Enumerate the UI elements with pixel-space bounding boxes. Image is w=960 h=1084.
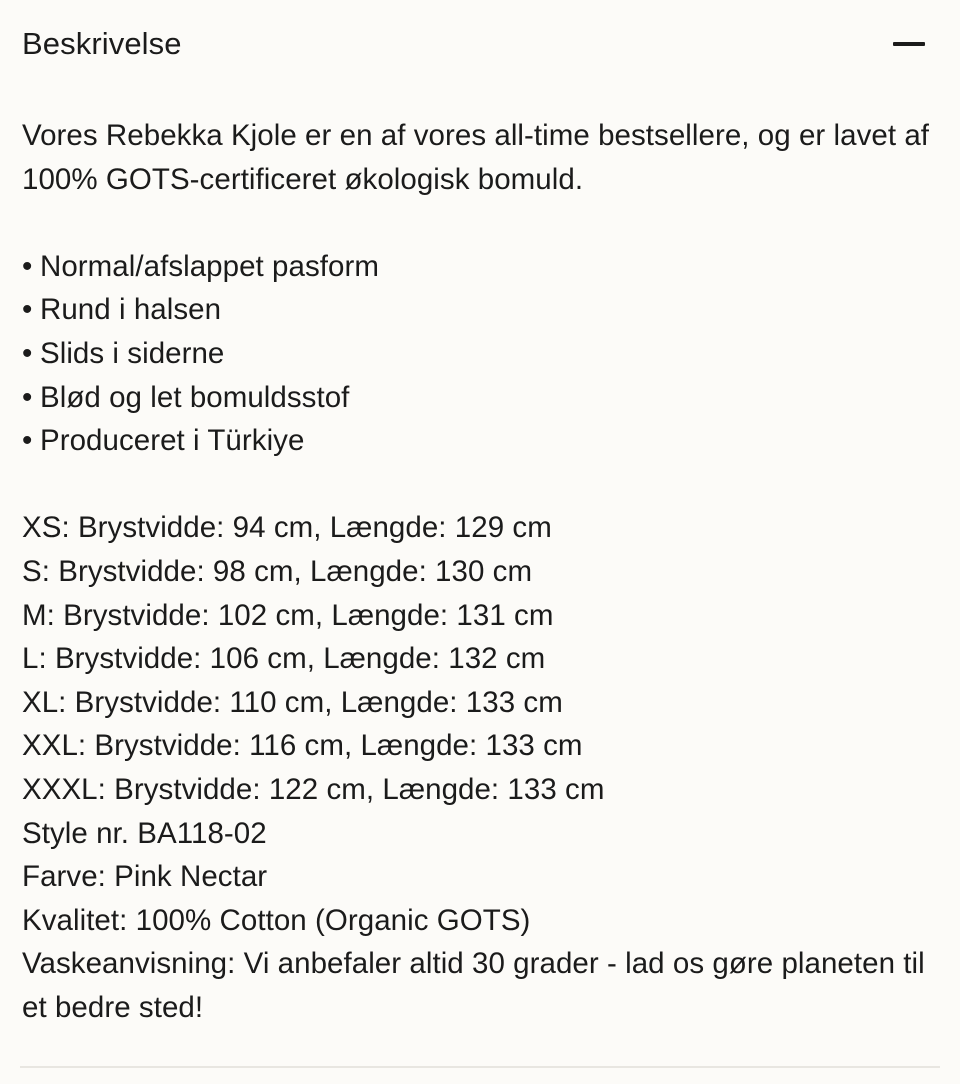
bullet-icon: • — [22, 424, 33, 458]
size-row-xs: XS: Brystvidde: 94 cm, Længde: 129 cm — [22, 511, 552, 545]
bullet-icon: • — [22, 336, 33, 370]
spacer — [22, 201, 938, 245]
feature-item — [22, 376, 938, 420]
feature-text: Rund i halsen — [40, 293, 222, 327]
minus-icon[interactable] — [893, 42, 925, 46]
bullet-icon: • — [22, 380, 33, 414]
feature-list — [22, 245, 938, 463]
style-number: Style nr. BA118-02 — [22, 816, 267, 850]
accordion-title: Beskrivelse — [22, 26, 182, 61]
size-row-xxxl: XXXL: Brystvidde: 122 cm, Længde: 133 cm — [22, 772, 605, 806]
size-row-s: S: Brystvidde: 98 cm, Længde: 130 cm — [22, 554, 533, 588]
bullet-icon: • — [22, 293, 33, 327]
feature-text: Produceret i Türkiye — [40, 424, 305, 458]
size-row-m: M: Brystvidde: 102 cm, Længde: 131 cm — [22, 598, 554, 632]
feature-item — [22, 332, 938, 376]
feature-text: Normal/afslappet pasform — [40, 249, 379, 283]
feature-item — [22, 419, 938, 463]
accordion-body — [22, 114, 938, 1029]
size-row-l: L: Brystvidde: 106 cm, Længde: 132 cm — [22, 642, 546, 676]
care-instructions: Vaskeanvisning: Vi anbefaler altid 30 grader - lad os gøre planeten til et bedre sted! — [22, 947, 925, 1024]
spacer — [22, 463, 938, 507]
feature-item — [22, 245, 938, 289]
divider — [20, 1066, 940, 1068]
size-specs — [22, 506, 938, 942]
feature-text: Slids i siderne — [40, 336, 225, 370]
bullet-icon: • — [22, 249, 33, 283]
feature-item — [22, 288, 938, 332]
feature-text: Blød og let bomuldsstof — [40, 380, 350, 414]
description-intro: Vores Rebekka Kjole er en af vores all-time bestsellere, og er lavet af 100% GOTS-certificeret økologisk bomuld. — [22, 119, 930, 196]
accordion-header[interactable] — [0, 0, 960, 90]
size-row-xxl: XXL: Brystvidde: 116 cm, Længde: 133 cm — [22, 729, 583, 763]
color-info: Farve: Pink Nectar — [22, 860, 268, 894]
quality-info: Kvalitet: 100% Cotton (Organic GOTS) — [22, 903, 531, 937]
size-row-xl: XL: Brystvidde: 110 cm, Længde: 133 cm — [22, 685, 563, 719]
